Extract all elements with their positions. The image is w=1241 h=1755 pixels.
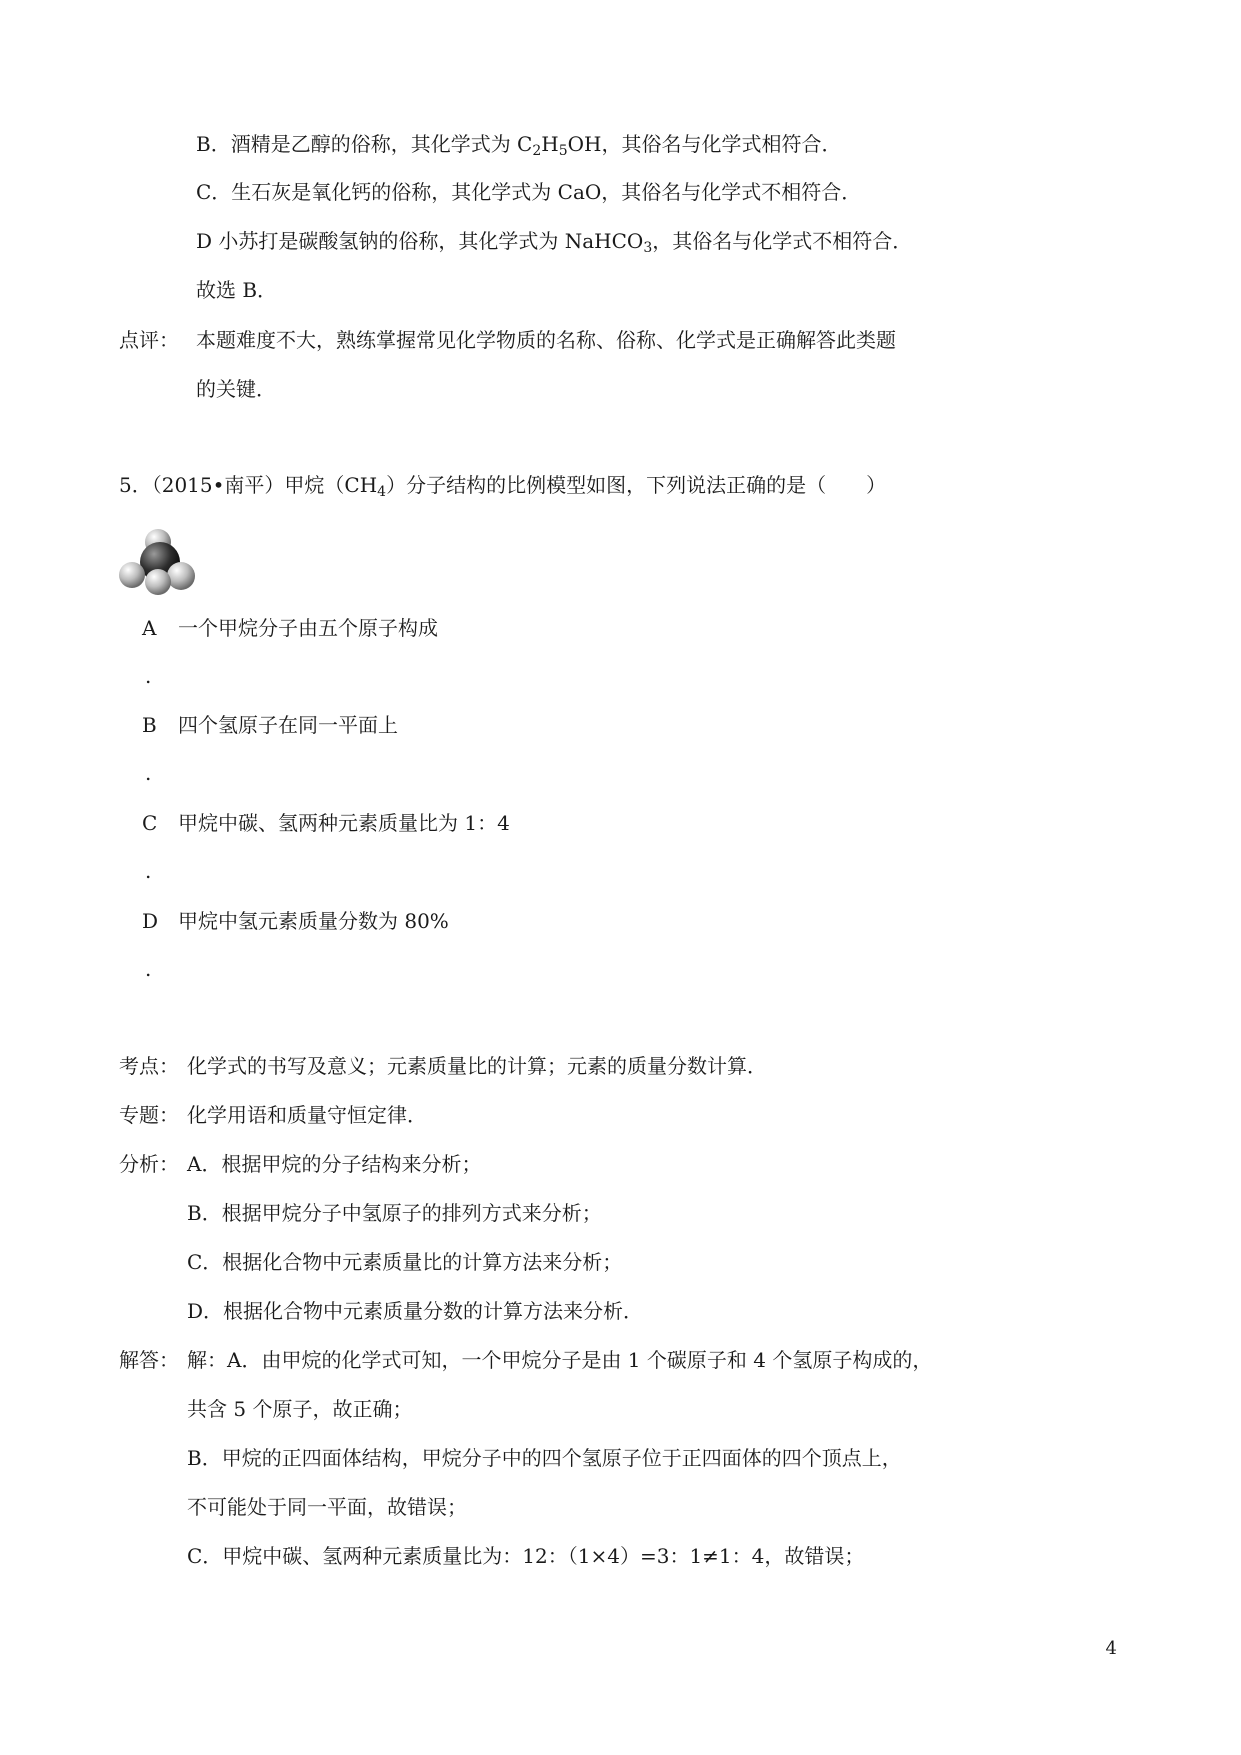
comment-label: 点评： <box>119 328 179 352</box>
methane-molecule-model-image <box>118 528 196 598</box>
jieda-line-2: 共含 5 个原子，故正确； <box>187 1397 413 1421</box>
option-c-dot: . <box>145 859 152 883</box>
jieda-line-4: 不可能处于同一平面，故错误； <box>187 1495 467 1519</box>
option-d-letter: D <box>142 909 159 933</box>
option-a-dot: . <box>145 664 152 688</box>
comment-line-1: 本题难度不大，熟练掌握常见化学物质的名称、俗称、化学式是正确解答此类题 <box>196 328 896 352</box>
zhuanti-label: 专题： <box>119 1103 179 1127</box>
jieda-line-5: C．甲烷中碳、氢两种元素质量比为：12：（1×4）=3：1≠1：4，故错误； <box>187 1544 865 1568</box>
jieda-line-1: 解：A．由甲烷的化学式可知，一个甲烷分子是由 1 个碳原子和 4 个氢原子构成的， <box>187 1348 933 1372</box>
option-d-text: 甲烷中氢元素质量分数为 80% <box>178 909 449 933</box>
fenxi-line-c: C．根据化合物中元素质量比的计算方法来分析； <box>187 1250 623 1274</box>
fenxi-label: 分析： <box>119 1152 179 1176</box>
option-b-text: 四个氢原子在同一平面上 <box>178 713 398 737</box>
prev-option-d: D 小苏打是碳酸氢钠的俗称，其化学式为 NaHCO$_3$，其俗名与化学式不相符合． <box>196 229 913 256</box>
option-d-dot: . <box>145 957 152 981</box>
fenxi-line-b: B．根据甲烷分子中氢原子的排列方式来分析； <box>187 1201 602 1225</box>
jieda-line-3: B．甲烷的正四面体结构，甲烷分子中的四个氢原子位于正四面体的四个顶点上， <box>187 1446 902 1470</box>
fenxi-line-a: A．根据甲烷的分子结构来分析； <box>187 1152 482 1176</box>
prev-option-b: B．酒精是乙醇的俗称，其化学式为 $C_2H_5OH$，其俗名与化学式相符合． <box>196 132 842 159</box>
comment-line-2: 的关键． <box>196 377 276 401</box>
prev-option-c: C．生石灰是氧化钙的俗称，其化学式为 CaO，其俗名与化学式不相符合． <box>196 180 862 204</box>
option-b-dot: . <box>145 761 152 785</box>
option-c-text: 甲烷中碳、氢两种元素质量比为 1：4 <box>178 811 510 835</box>
prev-choice: 故选 B． <box>196 278 278 302</box>
zhuanti-text: 化学用语和质量守恒定律． <box>187 1103 427 1127</box>
kaodian-label: 考点： <box>119 1054 179 1078</box>
kaodian-text: 化学式的书写及意义；元素质量比的计算；元素的质量分数计算． <box>187 1054 767 1078</box>
option-a-text: 一个甲烷分子由五个原子构成 <box>178 616 438 640</box>
question-5-stem: 5．（2015•南平）甲烷$(CH_4)$分子结构的比例模型如图，下列说法正确的是（ ） <box>119 473 887 500</box>
option-c-letter: C <box>142 811 158 835</box>
option-b-letter: B <box>142 713 157 737</box>
page-number: 4 <box>1105 1638 1117 1659</box>
fenxi-line-d: D．根据化合物中元素质量分数的计算方法来分析． <box>187 1299 644 1323</box>
jieda-label: 解答： <box>119 1348 179 1372</box>
option-a-letter: A <box>142 616 157 640</box>
